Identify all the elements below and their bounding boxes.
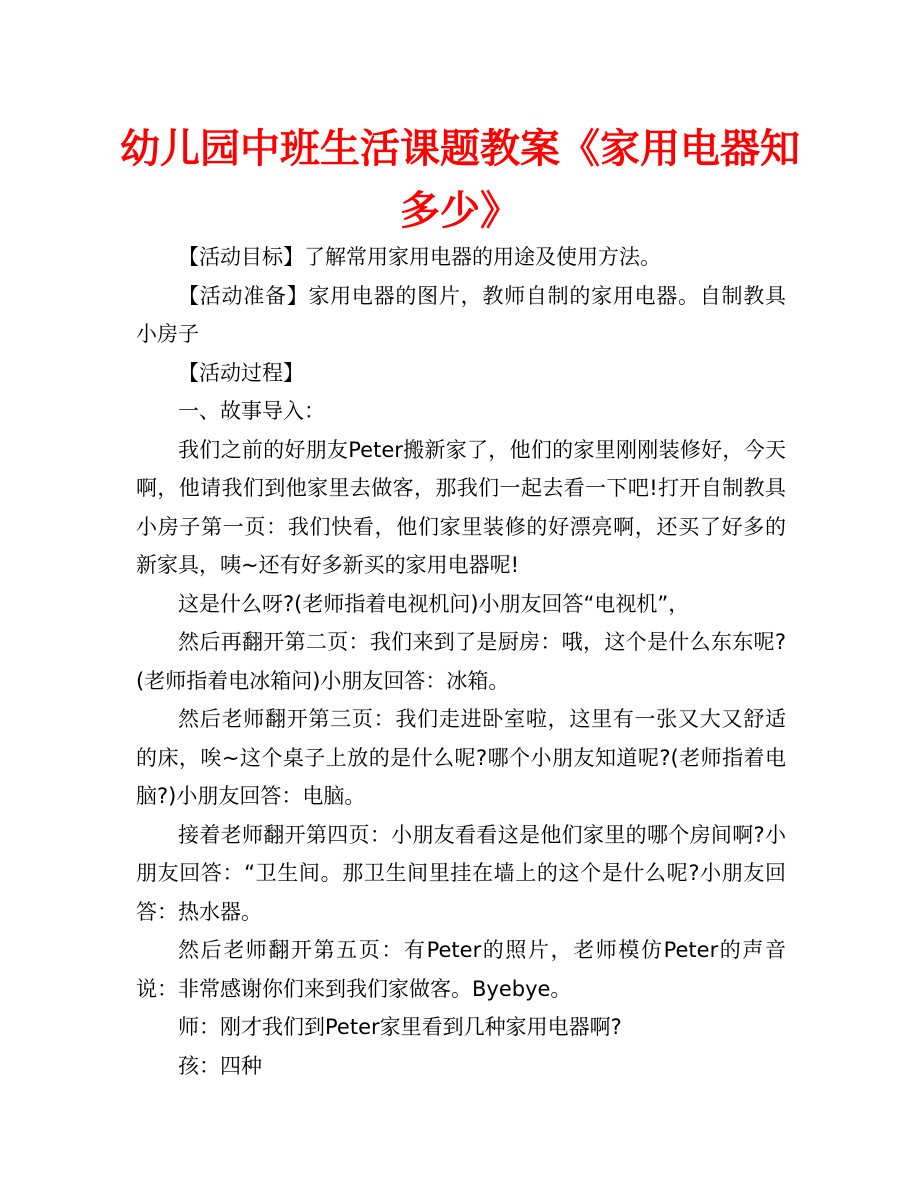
paragraph-activity-goal: 【活动目标】了解常用家用电器的用途及使用方法。 bbox=[178, 245, 661, 269]
paragraph-activity-preparation: 【活动准备】家用电器的图片，教师自制的家用电器。自制教具小房子 bbox=[136, 283, 786, 346]
paragraph-teacher-question: 师：刚才我们到Peter家里看到几种家用电器啊? bbox=[178, 1015, 622, 1039]
paragraph-story-intro: 我们之前的好朋友Peter搬新家了，他们的家里刚刚装修好，今天啊，他请我们到他家里去做客，那我们一起去看一下吧!打开自制教具小房子第一页：我们快看，他们家里装修的好漂亮啊，还买了好多的新家具，咦~还有好多新买的家用电器呢! bbox=[136, 437, 786, 577]
paragraph-tv: 这是什么呀?(老师指着电视机问)小朋友回答“电视机”， bbox=[178, 591, 690, 616]
document-title: 幼儿园中班生活课题教案《家用电器知多少》 bbox=[120, 126, 800, 234]
paragraph-page-three: 然后老师翻开第三页：我们走进卧室啦，这里有一张又大又舒适的床，唉~这个桌子上放的是什么呢?哪个小朋友知道呢?(老师指着电脑?)小朋友回答：电脑。 bbox=[136, 707, 786, 808]
paragraph-story-intro-heading: 一、故事导入： bbox=[178, 399, 325, 423]
paragraph-page-four: 接着老师翻开第四页：小朋友看看这是他们家里的哪个房间啊?小朋友回答：“卫生间。那卫生间里挂在墙上的这个是什么呢?小朋友回答：热水器。 bbox=[136, 822, 786, 924]
paragraph-activity-process-heading: 【活动过程】 bbox=[178, 360, 304, 385]
paragraph-page-five: 然后老师翻开第五页：有Peter的照片，老师模仿Peter的声音说：非常感谢你们来到我们家做客。Byebye。 bbox=[136, 938, 786, 1001]
paragraph-page-two: 然后再翻开第二页：我们来到了是厨房：哦，这个是什么东东呢?(老师指着电冰箱问)小朋友回答：冰箱。 bbox=[136, 630, 786, 693]
paragraph-child-answer: 孩：四种 bbox=[178, 1053, 262, 1078]
document-body bbox=[136, 238, 786, 1085]
